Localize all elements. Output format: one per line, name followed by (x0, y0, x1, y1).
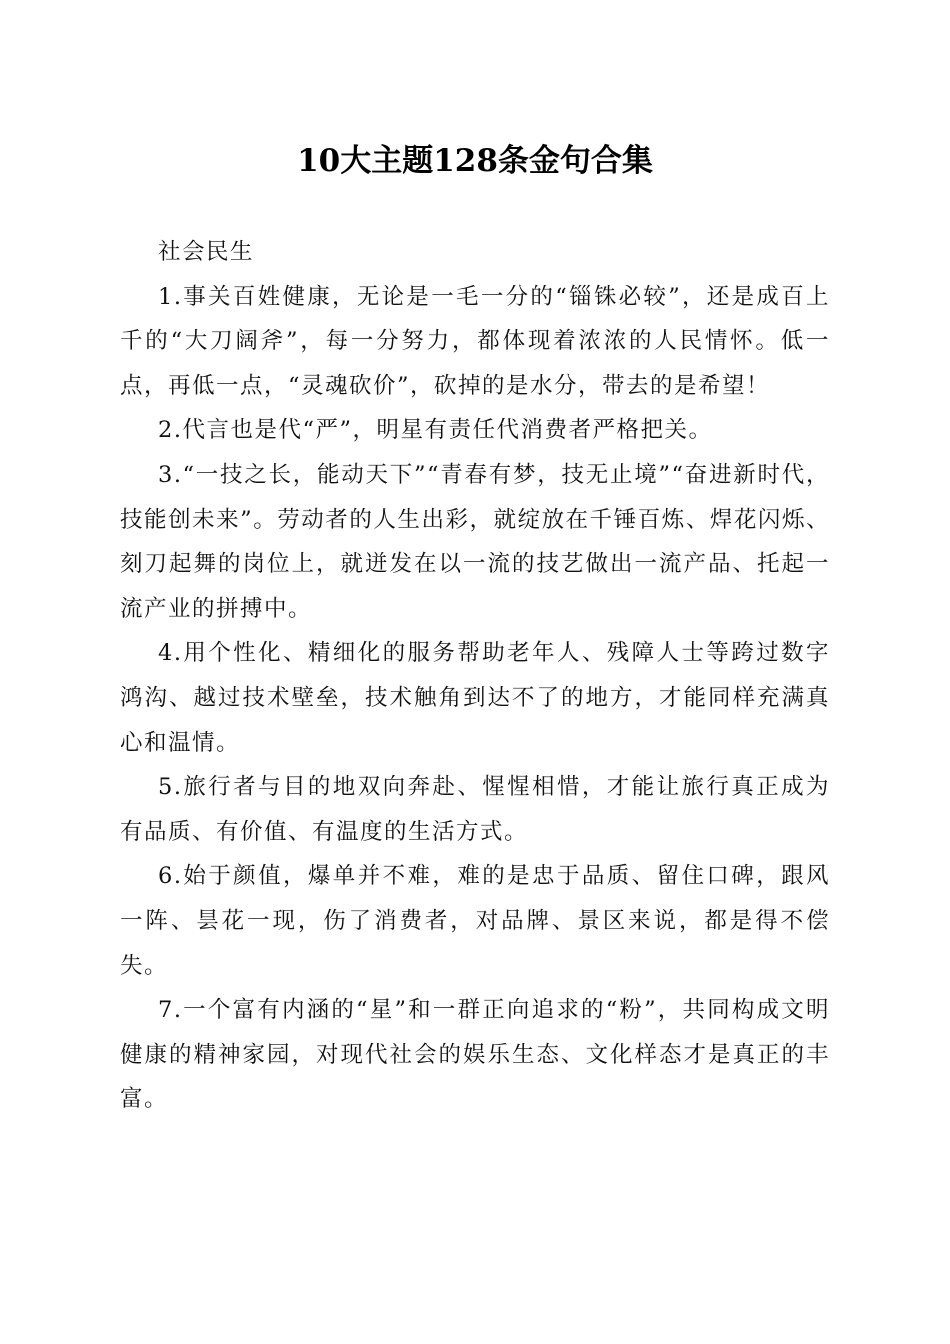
paragraph-item-5: 5.旅行者与目的地双向奔赴、惺惺相惜，才能让旅行真正成为有品质、有价值、有温度的生活方式。 (120, 774, 830, 845)
paragraph-item-1: 1.事关百姓健康，无论是一毛一分的“锱铢必较”，还是成百上千的“大刀阔斧”，每一分努力，都体现着浓浓的人民情怀。低一点，再低一点，“灵魂砍价”，砍掉的是水分，带去的是希望！ (120, 283, 830, 399)
paragraph-item-4: 4.用个性化、精细化的服务帮助老年人、残障人士等跨过数字鸿沟、越过技术壁垒，技术触角到达不了的地方，才能同样充满真心和温情。 (120, 640, 830, 756)
section-heading: 社会民生 (158, 239, 255, 265)
document-title: 10大主题128条金句合集 (297, 143, 653, 179)
document-body (120, 230, 830, 1122)
paragraph-item-2: 2.代言也是代“严”，明星有责任代消费者严格把关。 (158, 417, 713, 444)
paragraph-item-6: 6.始于颜值，爆单并不难，难的是忠于品质、留住口碑，跟风一阵、昙花一现，伤了消费者，对品牌、景区来说，都是得不偿失。 (120, 863, 830, 979)
paragraph-item-3: 3.“一技之长，能动天下”“青春有梦，技无止境”“奋进新时代，技能创未来”。劳动者的人生出彩，就绽放在千锤百炼、焊花闪烁、刻刀起舞的岗位上，就迸发在以一流的技艺做出一流产品、托起一流产业的拼搏中。 (120, 461, 830, 622)
paragraph-item-7: 7.一个富有内涵的“星”和一群正向追求的“粉”，共同构成文明健康的精神家园，对现代社会的娱乐生态、文化样态才是真正的丰富。 (120, 997, 830, 1113)
